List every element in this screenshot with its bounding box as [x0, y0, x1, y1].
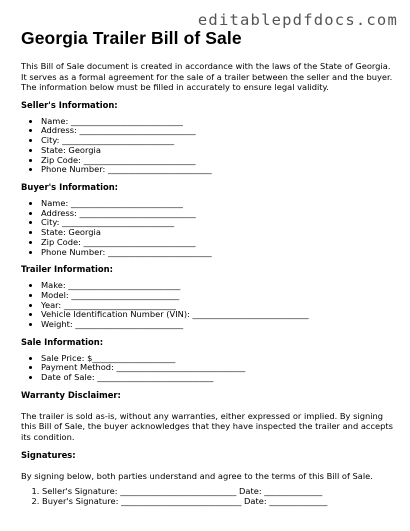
sale-heading: Sale Information: — [21, 336, 104, 347]
buyer-address-field: • Address: ____________________________ — [41, 209, 396, 219]
payment-method-field: • Payment Method: _______________________________ — [41, 363, 396, 373]
buyer-list — [21, 199, 396, 257]
buyer-heading: Buyer's Information: — [21, 182, 119, 192]
signatures-heading: Signatures: — [21, 449, 76, 460]
trailer-vin-field: • Vehicle Identification Number (VIN): ____________________________ — [41, 310, 396, 320]
intro-paragraph: This Bill of Sale document is created in accordance with the laws of the State of Georgia. It serves as a formal agreement for the sale of a trailer between the seller and the buyer. The information below must be filled in accurately to ensure legal validity. — [21, 61, 393, 93]
seller-state-field: • State: Georgia — [41, 146, 396, 156]
watermark: editablepdfdocs.com — [197, 11, 398, 29]
seller-name-field: • Name: ___________________________ — [41, 117, 396, 127]
seller-city-field: • City: ___________________________ — [41, 136, 396, 146]
seller-zip-field: • Zip Code: ___________________________ — [41, 156, 396, 166]
seller-phone-field: • Phone Number: _________________________ — [41, 165, 396, 175]
sale-date-field: • Date of Sale: ____________________________ — [41, 373, 396, 383]
trailer-heading: Trailer Information: — [21, 264, 113, 275]
warranty-paragraph: The trailer is sold as-is, without any warranties, either expressed or implied. By signing this Bill of Sale, the buyer acknowledges that they have inspected the trailer and accepts its condition. — [21, 410, 394, 443]
sale-price-field: • Sale Price: $____________________ — [41, 354, 396, 364]
buyer-name-field: • Name: ___________________________ — [41, 199, 396, 209]
seller-list — [21, 117, 396, 175]
buyer-zip-field: • Zip Code: ___________________________ — [41, 238, 396, 248]
signature-list — [21, 487, 396, 506]
buyer-phone-field: • Phone Number: _________________________ — [41, 248, 396, 258]
buyer-city-field: • City: ___________________________ — [41, 218, 396, 228]
trailer-list — [21, 281, 396, 330]
seller-heading: Seller's Information: — [21, 99, 118, 110]
document-title: Georgia Trailer Bill of Sale — [21, 28, 242, 48]
sale-list — [21, 354, 396, 383]
trailer-weight-field: • Weight: __________________________ — [41, 320, 396, 330]
trailer-make-field: • Make: ___________________________ — [41, 281, 396, 291]
seller-address-field: • Address: ____________________________ — [41, 126, 396, 136]
warranty-heading: Warranty Disclaimer: — [21, 389, 121, 400]
trailer-year-field: • Year: ___________________________ — [41, 301, 396, 311]
signatures-paragraph: By signing below, both parties understand and agree to the terms of this Bill of Sale. — [21, 470, 373, 481]
buyer-signature-line: 2. Buyer's Signature: _____________________________ Date: ______________ — [42, 497, 396, 507]
buyer-state-field: • State: Georgia — [41, 228, 396, 238]
document-body — [21, 28, 396, 514]
trailer-model-field: • Model: __________________________ — [41, 291, 396, 301]
seller-signature-line: 1. Seller's Signature: ____________________________ Date: ______________ — [42, 487, 396, 497]
